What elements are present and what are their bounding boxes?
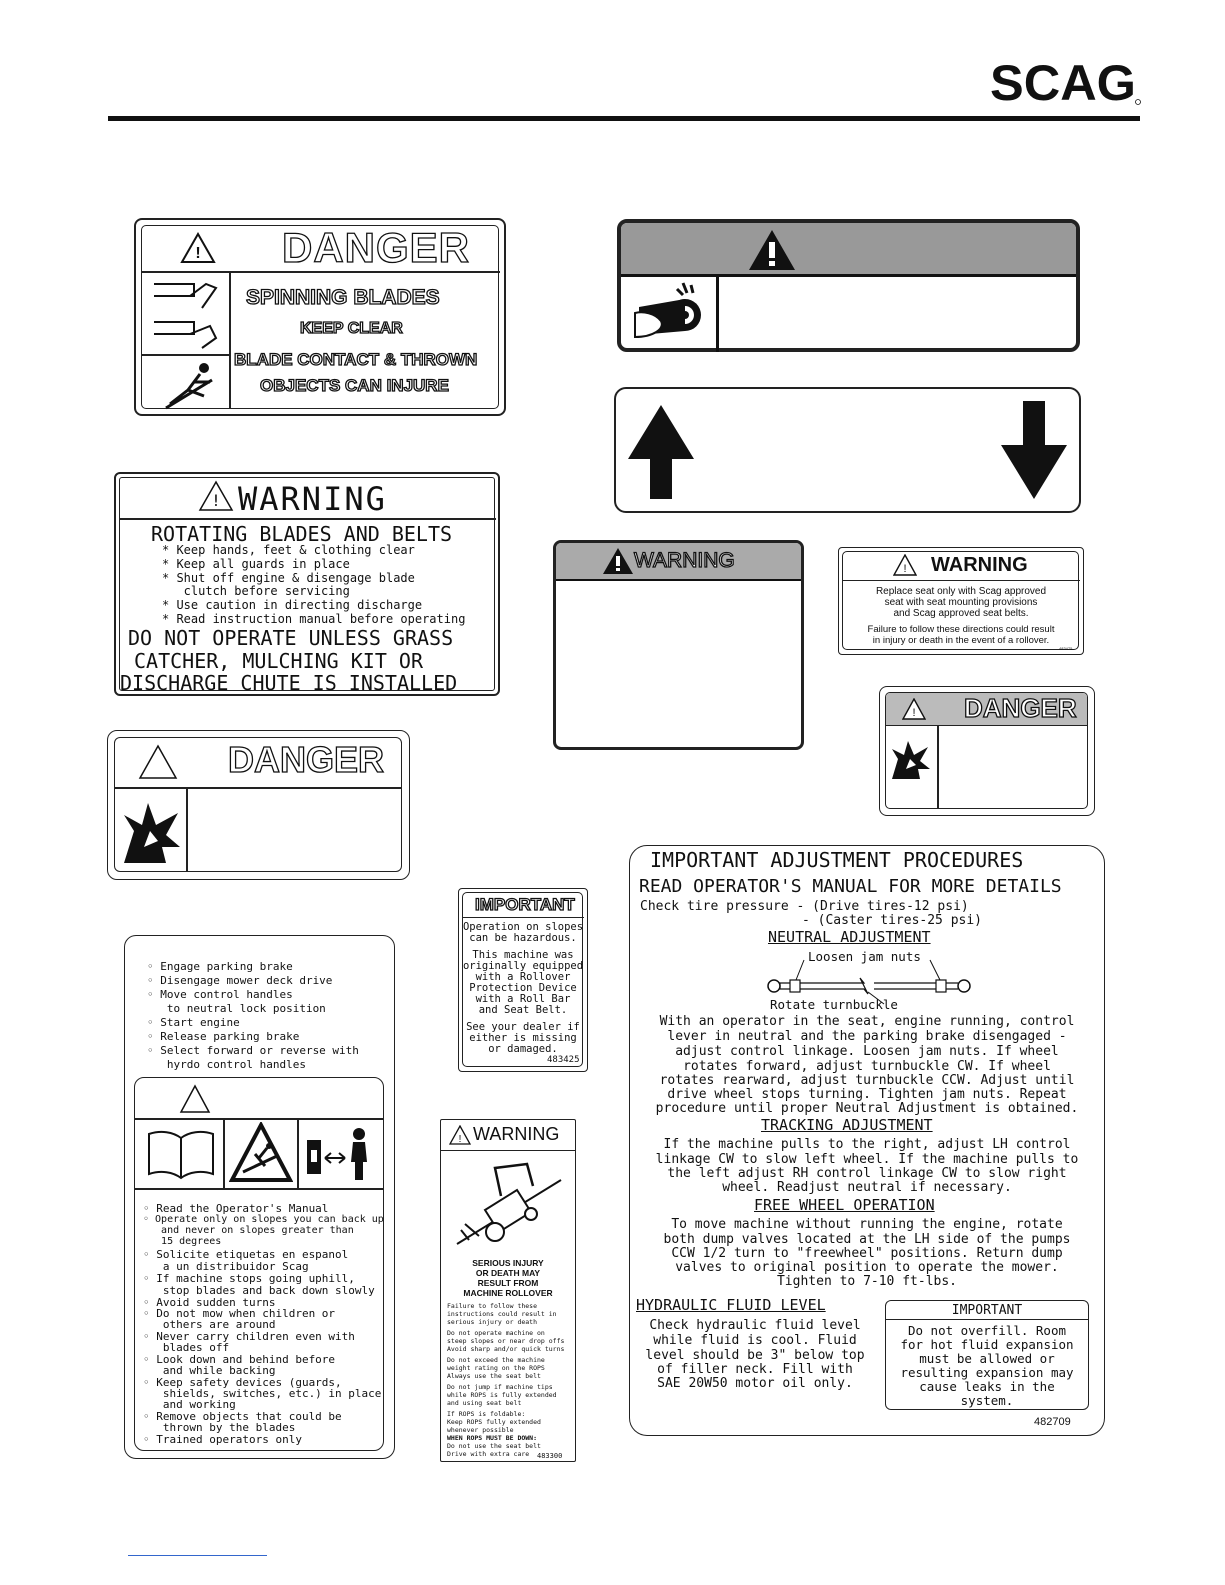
safety-item: ◦ Keep safety devices (guards, [143, 1376, 342, 1389]
hydraulic-text: while fluid is cool. Fluid [653, 1333, 857, 1348]
safety-item: ◦ Never carry children even with [143, 1330, 355, 1343]
safety-item: and working [143, 1398, 236, 1411]
alert-triangle-icon [198, 480, 234, 512]
warning-item: * Shut off engine & disengage blade [162, 571, 415, 585]
logo-text: SCAG [990, 58, 1136, 106]
rollover-tractor-icon [455, 1160, 563, 1250]
freewheel-text: valves to original position to operate the mower. [675, 1260, 1059, 1275]
rollover-text: whenever possible [447, 1426, 514, 1434]
rollover-text: Do not jump if machine tips [447, 1383, 553, 1391]
operating-instructions-decal [124, 935, 395, 1459]
warning-item: clutch before servicing [162, 584, 350, 598]
rollover-code: 483300 [537, 1452, 563, 1460]
rops-text: originally equipped [462, 960, 584, 972]
blade-cut-icon [150, 278, 224, 350]
overfill-text: resulting expansion may [900, 1365, 1074, 1380]
safety-item: others are around [143, 1318, 276, 1331]
direction-arrow-decal [614, 387, 1081, 513]
rollover-warning-decal [440, 1119, 576, 1462]
rops-text: with a Roll Bar [475, 993, 571, 1005]
rollover-text: Always use the seat belt [447, 1372, 541, 1380]
rops-text: with a Rollover [475, 971, 571, 983]
safety-item: shields, switches, etc.) in place [143, 1387, 382, 1400]
freewheel-text: CCW 1/2 turn to "freewheel" positions. Return dump [671, 1246, 1063, 1261]
arrow-up-icon [626, 403, 696, 503]
rops-code: 483425 [547, 1055, 580, 1065]
operating-step: to neutral lock position [147, 1002, 326, 1015]
warning-item: * Keep all guards in place [162, 557, 350, 571]
rollover-text: Do not exceed the machine [447, 1356, 545, 1364]
safety-item: ◦ Avoid sudden turns [143, 1296, 276, 1309]
warning-footer: DISCHARGE CHUTE IS INSTALLED [120, 671, 458, 695]
safety-item: a un distribuidor Scag [143, 1260, 309, 1273]
hydraulic-text: SAE 20W50 motor oil only. [657, 1376, 853, 1391]
safety-item: ◦ Trained operators only [143, 1433, 302, 1446]
warning-title: ROTATING BLADES AND BELTS [151, 522, 453, 546]
danger-header: DANGER [282, 224, 471, 271]
alert-triangle-icon [138, 744, 178, 780]
hydraulic-heading: HYDRAULIC FLUID LEVEL [636, 1296, 826, 1314]
freewheel-text: To move machine without running the engine, rotate [671, 1217, 1063, 1232]
tracking-text: wheel. Readjust neutral if necessary. [722, 1180, 1012, 1195]
overfill-text: must be allowed or [919, 1351, 1055, 1366]
rollover-title: SERIOUS INJURY [472, 1258, 544, 1268]
alert-triangle-icon [747, 228, 797, 272]
rollover-text: If ROPS is foldable: [447, 1410, 526, 1418]
rollover-title: OR DEATH MAY [475, 1268, 541, 1278]
alert-triangle-icon [449, 1125, 471, 1145]
keep-distance-icon [305, 1126, 377, 1182]
tracking-heading: TRACKING ADJUSTMENT [761, 1116, 933, 1134]
overfill-text: cause leaks in the [919, 1379, 1055, 1394]
warning-small-header: WARNING [634, 549, 735, 572]
danger-right-header: DANGER [964, 693, 1077, 723]
rollover-text: Drive with extra care [447, 1450, 530, 1458]
seat-warning-text: in injury or death in the event of a rollover. [872, 635, 1050, 646]
neutral-text: drive wheel stops turning. Tighten jam nuts. Repeat [667, 1087, 1067, 1102]
rollover-text: steep slopes or near drop offs [447, 1337, 565, 1345]
operating-step: ◦ Start engine [147, 1016, 240, 1029]
danger-line3: BLADE CONTACT & THROWN [234, 350, 478, 369]
neutral-text: rotates rearward, adjust turnbuckle CCW. Adjust until [659, 1073, 1075, 1088]
neutral-text: adjust control linkage. Loosen jam nuts. If wheel [675, 1044, 1059, 1059]
seat-warning-text: Replace seat only with Scag approved [875, 586, 1047, 597]
neutral-text: rotates forward, adjust turnbuckle CW. If wheel [683, 1059, 1051, 1074]
seat-warning-decal [838, 547, 1084, 655]
adjustment-procedures-decal [629, 845, 1105, 1436]
operating-step: ◦ Engage parking brake [147, 960, 293, 973]
rops-text: and Seat Belt. [478, 1004, 568, 1016]
overfill-heading: IMPORTANT [951, 1303, 1023, 1318]
safety-item: and while backing [143, 1364, 276, 1377]
alert-triangle-icon [602, 547, 634, 575]
safety-item: ◦ Operate only on slopes you can back up [143, 1214, 384, 1225]
safety-item: ◦ If machine stops going uphill, [143, 1272, 355, 1285]
danger-line1: SPINNING BLADES [246, 286, 440, 309]
seat-warning-text: Failure to follow these directions could result [867, 624, 1055, 635]
warning-item: * Read instruction manual before operating [162, 612, 466, 626]
rollover-text: and using seat belt [447, 1399, 522, 1407]
overfill-text: system. [960, 1393, 1014, 1408]
neutral-heading: NEUTRAL ADJUSTMENT [768, 928, 931, 946]
rollover-header: WARNING [473, 1124, 560, 1144]
jam-nuts-label: Loosen jam nuts [808, 949, 921, 964]
belt-entanglement-icon [631, 279, 711, 349]
operating-step: ◦ Release parking brake [147, 1030, 300, 1043]
neutral-text: procedure until proper Neutral Adjustment is obtained. [655, 1101, 1079, 1116]
svg-text:!: ! [195, 245, 201, 262]
explosion-icon [890, 739, 932, 781]
neutral-text: With an operator in the seat, engine running, control [659, 1014, 1075, 1029]
rollover-text: instructions could result in [447, 1310, 557, 1318]
alert-triangle-icon [893, 554, 917, 576]
alert-triangle-icon [179, 1084, 211, 1114]
rops-text: Operation on slopes [462, 921, 584, 933]
safety-item: stop blades and back down slowly [143, 1284, 375, 1297]
arrow-down-icon [999, 399, 1069, 501]
danger-line2: KEEP CLEAR [300, 320, 403, 337]
rollover-title: RESULT FROM [477, 1278, 539, 1288]
danger-blades-decal [134, 218, 506, 416]
safety-item: ◦ Remove objects that could be [143, 1410, 342, 1423]
safety-item: ◦ Read the Operator's Manual [143, 1202, 329, 1215]
rollover-text: Failure to follow these [447, 1302, 538, 1310]
seat-warning-text: and Scag approved seat belts. [893, 608, 1029, 619]
warning-item: * Use caution in directing discharge [162, 598, 423, 612]
overfill-text: Do not overfill. Room [907, 1323, 1067, 1338]
header-rule [108, 116, 1140, 121]
adjust-tire: Check tire pressure - (Drive tires-12 psi) [640, 899, 969, 914]
operating-step: hyrdo control handles [147, 1058, 306, 1071]
warning-blank-decal [553, 540, 804, 750]
hydraulic-text: level should be 3" below top [645, 1348, 865, 1363]
rops-text: or damaged. [488, 1043, 558, 1055]
rollover-text: weight rating on the ROPS [447, 1364, 545, 1372]
tracking-text: linkage CW to slow left wheel. If the machine pulls to [655, 1152, 1079, 1167]
overfill-text: for hot fluid expansion [900, 1337, 1074, 1352]
danger-left-header: DANGER [228, 739, 385, 780]
rollover-text: Do not use the seat belt [447, 1442, 541, 1450]
alert-triangle-icon [180, 232, 216, 264]
important-rops-decal [458, 888, 588, 1072]
adjust-subtitle: READ OPERATOR'S MANUAL FOR MORE DETAILS [639, 876, 1062, 897]
rops-text: See your dealer if [466, 1021, 580, 1033]
operating-step: ◦ Disengage mower deck drive [147, 974, 333, 987]
alert-triangle-icon [902, 698, 926, 720]
warning-footer: CATCHER, MULCHING KIT OR [134, 649, 423, 673]
danger-explosion-left-decal [107, 730, 410, 880]
hydraulic-text: of filler neck. Fill with [657, 1362, 853, 1377]
explosion-icon [122, 801, 182, 865]
safety-item: and never on slopes greater than [143, 1225, 354, 1236]
adjust-tire: - (Caster tires-25 psi) [802, 913, 983, 928]
slope-hazard-icon [229, 1122, 293, 1184]
rops-text: can be hazardous. [469, 932, 577, 944]
rollover-text: Keep ROPS fully extended [447, 1418, 541, 1426]
warning-footer: DO NOT OPERATE UNLESS GRASS [128, 626, 454, 650]
important-header: IMPORTANT [475, 895, 575, 914]
safety-item: ◦ Solicite etiquetas en espanol [143, 1248, 349, 1261]
hydraulic-text: Check hydraulic fluid level [649, 1318, 861, 1333]
freewheel-text: both dump valves located at the LH side of the pumps [663, 1232, 1071, 1247]
safety-item: ◦ Look down and behind before [143, 1353, 336, 1366]
rollover-title: MACHINE ROLLOVER [463, 1288, 553, 1298]
danger-explosion-right-decal [879, 686, 1095, 816]
freewheel-heading: FREE WHEEL OPERATION [754, 1196, 935, 1214]
warning-blades-belts-decal [114, 472, 500, 696]
svg-text:!: ! [903, 563, 907, 575]
rops-text: This machine was [472, 949, 574, 961]
important-overfill-box [885, 1300, 1089, 1410]
warning-item: * Keep hands, feet & clothing clear [162, 543, 415, 557]
thrown-object-icon [160, 360, 218, 410]
neutral-text: lever in neutral and the parking brake disengaged - [667, 1029, 1067, 1044]
turnbuckle-label: Rotate turnbuckle [770, 997, 898, 1012]
footer-link-underline[interactable] [128, 1555, 267, 1556]
belt-caution-decal [617, 219, 1080, 352]
tracking-text: the left adjust RH control linkage CW to slow right [667, 1166, 1067, 1181]
svg-text:!: ! [912, 707, 916, 719]
safety-item: ◦ Do not mow when children or [143, 1307, 336, 1320]
safety-item: 15 degrees [143, 1236, 222, 1247]
adjust-code: 482709 [1034, 1416, 1071, 1428]
scag-logo [990, 58, 1142, 106]
rollover-text: Do not operate machine on [447, 1329, 545, 1337]
rollover-text: WHEN ROPS MUST BE DOWN: [447, 1434, 538, 1442]
rops-text: either is missing [469, 1032, 577, 1044]
warning-header: WARNING [238, 480, 387, 518]
operating-step: ◦ Move control handles [147, 988, 293, 1001]
rollover-text: while ROPS is fully extended [447, 1391, 557, 1399]
rollover-text: serious injury or death [447, 1318, 538, 1326]
svg-text:!: ! [458, 1134, 462, 1145]
tracking-text: If the machine pulls to the right, adjust LH control [663, 1137, 1071, 1152]
seat-warning-header: WARNING [931, 554, 1028, 576]
manual-book-icon [145, 1128, 217, 1180]
seat-warning-code: 483475 [1059, 646, 1073, 651]
freewheel-text: Tighten to 7-10 ft-lbs. [776, 1274, 957, 1289]
rollover-text: Avoid sharp and/or quick turns [447, 1345, 565, 1353]
adjust-title: IMPORTANT ADJUSTMENT PROCEDURES [650, 848, 1024, 872]
safety-item: thrown by the blades [143, 1421, 296, 1434]
danger-line4: OBJECTS CAN INJURE [260, 376, 449, 395]
svg-text:!: ! [212, 491, 220, 510]
seat-warning-text: seat with seat mounting provisions [884, 597, 1038, 608]
operating-step: ◦ Select forward or reverse with [147, 1044, 359, 1057]
safety-item: blades off [143, 1341, 230, 1354]
rops-text: Protection Device [469, 982, 577, 994]
